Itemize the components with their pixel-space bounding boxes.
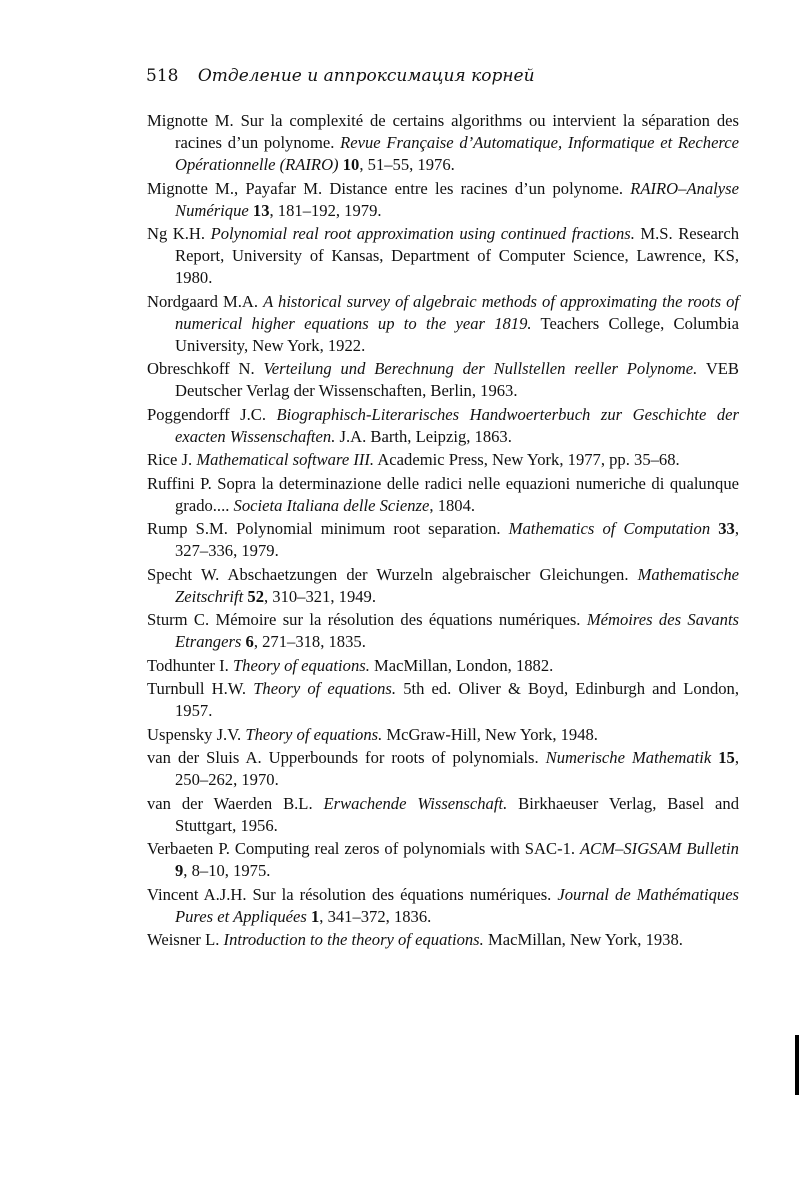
reference-title: Introduction to the theory of equations. [223,930,484,949]
reference-entry [147,655,739,677]
reference-details: McGraw-Hill, New York, 1948. [386,724,598,744]
running-title: Отделение и аппроксимация корней [197,66,535,86]
reference-entry [147,110,739,176]
reference-text: Upperbounds for roots of polynomials. [268,748,539,767]
reference-details: , 327–336, 1979. [175,519,739,560]
reference-title: Theory of equations. [253,679,397,698]
reference-volume: 52 [247,586,264,606]
reference-entry [147,473,739,517]
reference-details: Birkhaeuser Verlag, Basel and Stuttgart, 1956. [175,793,739,835]
reference-title: Verteilung und Berechnung der Nullstellen reeller Polynome. [263,359,698,378]
reference-text: Abschaetzungen der Wurzeln algebraischer Gleichungen. [227,564,629,584]
reference-text: Computing real zeros of polynomials with SAC-1. [234,839,576,858]
reference-entry [147,223,739,289]
reference-author: Ruffini P. [147,473,212,493]
reference-details: , 181–192, 1979. [269,200,382,220]
reference-entry [147,564,739,608]
reference-title: Journal de Mathématiques Pures et Appliquées [175,884,740,926]
reference-volume: 9 [175,861,184,880]
reference-entry [147,747,739,791]
reference-entry [147,358,739,402]
reference-details: , 51–55, 1976. [359,155,455,174]
reference-title: Mathematische Zeitschrift [175,564,739,606]
margin-rule [795,1035,799,1095]
reference-author: Weisner L. [147,930,220,949]
reference-details: MacMillan, New York, 1938. [487,930,683,949]
reference-details: , 1804. [429,495,476,515]
reference-text: Polynomial minimum root separation. [236,519,501,538]
reference-entry [147,404,739,448]
reference-volume: 6 [245,632,254,651]
reference-volume: 10 [342,155,360,174]
page-number: 518 [146,66,179,86]
reference-details: , 250–262, 1970. [175,748,739,789]
reference-author: van der Sluis A. [147,748,262,767]
reference-details: J.A. Barth, Leipzig, 1863. [339,426,512,446]
reference-title: Societa Italiana delle Scienze [233,495,430,515]
reference-entry [147,678,739,722]
page-header [146,66,535,86]
reference-author: Rice J. [147,450,193,469]
reference-details: , 341–372, 1836. [319,906,432,926]
reference-title: Mémoires des Savants Etrangers [175,610,740,651]
reference-title: Biographisch-Literarisches Handwoerterbuch zur Geschichte der exacten Wissenschaften. [175,404,739,446]
reference-author: Vincent A.J.H. [147,884,247,904]
reference-author: Obreschkoff N. [147,359,255,378]
reference-volume: 1 [310,906,320,926]
reference-entry [147,838,739,882]
reference-author: Rump S.M. [147,519,228,538]
reference-title: Mathematics of Computation [508,519,711,538]
reference-volume: 15 [718,748,735,767]
reference-title: Theory of equations. [245,724,383,744]
reference-entry [147,793,739,837]
reference-author: Mignotte M., Payafar M. [147,178,323,198]
reference-title: Revue Française d’Automatique, Informatique et Recherce Opérationnelle (RAIRO) [175,133,740,174]
reference-details: , 310–321, 1949. [263,586,376,606]
reference-text: Mémoire sur la résolution des équations numériques. [215,610,581,629]
reference-details: VEB Deutscher Verlag der Wissenschaften, Berlin, 1963. [175,359,739,400]
reference-entry [147,518,739,562]
reference-title: Polynomial real root approximation using continued fractions. [210,224,635,243]
reference-details: 5th ed. Oliver & Boyd, Edinburgh and London, 1957. [175,679,740,720]
reference-entry [147,724,739,746]
reference-entry [147,178,739,222]
reference-title: A historical survey of algebraic methods of approximating the roots of numerical higher equations up to the year 1819. [175,291,739,333]
reference-author: Specht W. [147,564,220,584]
reference-author: Verbaeten P. [147,839,230,858]
reference-details: M.S. Research Report, University of Kansas, Department of Computer Science, Lawrence, KS, 1980. [175,224,739,287]
reference-entry [147,291,739,357]
reference-text: Sopra la determinazione delle radici nelle equazioni numeriche di qualunque grado.... [175,473,739,515]
reference-author: Ng K.H. [147,224,206,243]
reference-details: Academic Press, New York, 1977, pp. 35–68. [377,450,680,469]
reference-details: Teachers College, Columbia University, New York, 1922. [175,313,739,355]
reference-author: Nordgaard M.A. [147,291,259,311]
reference-entry [147,884,739,928]
reference-volume: 33 [718,519,735,538]
reference-author: Turnbull H.W. [147,679,247,698]
reference-volume: 13 [252,200,270,220]
reference-entry [147,929,739,951]
reference-text: Sur la résolution des équations numériques. [252,884,552,904]
reference-title: Mathematical software III. [196,450,375,469]
reference-title: Erwachende Wissenschaft. [323,793,508,813]
reference-title: RAIRO–Analyse Numérique [175,178,739,220]
reference-title: Numerische Mathematik [545,748,712,767]
reference-list [147,110,739,953]
reference-details: MacMillan, London, 1882. [374,655,554,675]
reference-author: Sturm C. [147,610,210,629]
reference-author: Mignotte M. [147,111,234,130]
reference-author: Poggendorff J.C. [147,404,267,424]
reference-text: Sur la complexité de certains algorithms ou intervient la séparation des racines d’un polynome. [175,111,739,152]
reference-entry [147,449,739,471]
reference-author: van der Waerden B.L. [147,793,313,813]
reference-details: , 271–318, 1835. [253,632,366,651]
reference-text: Distance entre les racines d’un polynome. [329,178,624,198]
reference-title: Theory of equations. [232,655,370,675]
reference-entry [147,609,739,653]
reference-author: Todhunter I. [147,655,229,675]
reference-title: ACM–SIGSAM Bulletin [580,839,739,858]
reference-details: , 8–10, 1975. [183,861,271,880]
reference-author: Uspensky J.V. [147,724,242,744]
